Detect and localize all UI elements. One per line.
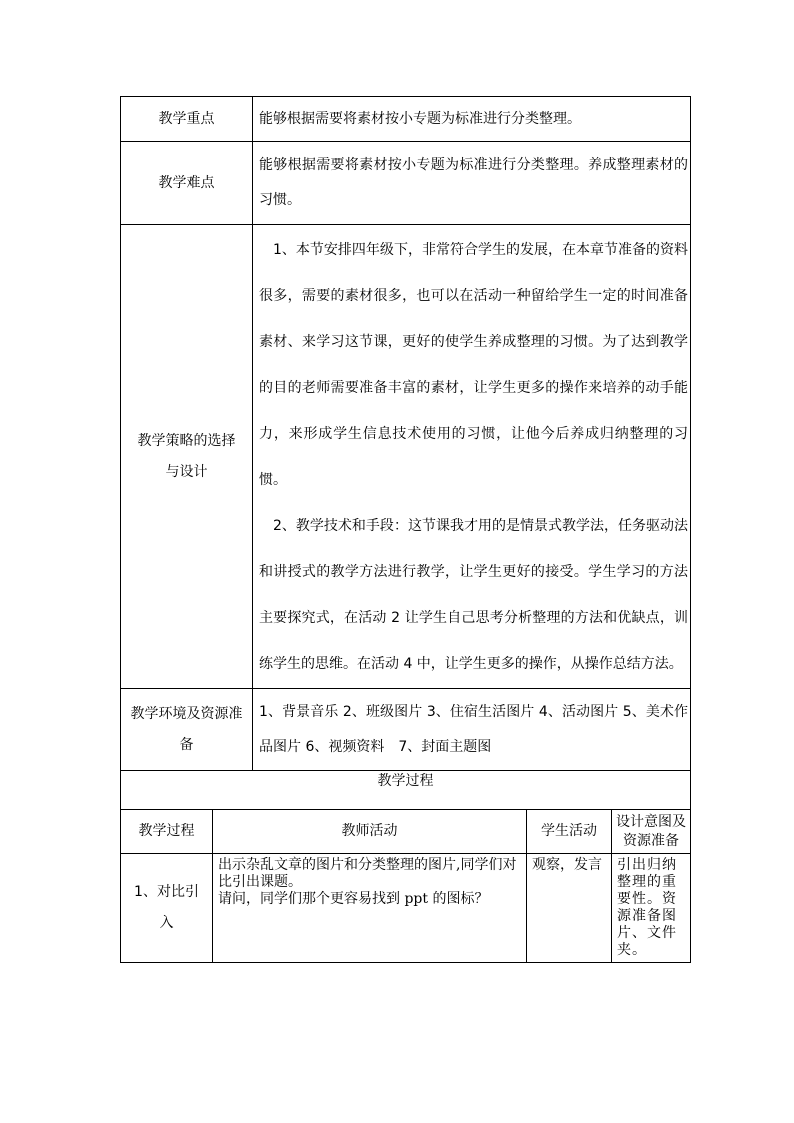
strategy-paragraph-1: 1、本节安排四年级下，非常符合学生的发展，在本章节准备的资料很多，需要的素材很多，也可以在活动一种留给学生一定的时间准备素材、来学习这节课，更好的使学生养成整理的习惯。为了达到教学的目的老师需要准备丰富的素材，让学生更多的操作来培养的动手能力，来形成学生信息技术使用的习惯，让他今后养成归纳整理的习惯。 bbox=[259, 241, 689, 488]
process-step-1: 1、对比引入 bbox=[121, 854, 213, 963]
process-title: 教学过程 bbox=[121, 771, 691, 810]
label-strategy-text: 教学策略的选择与设计 bbox=[137, 432, 236, 480]
content-difficulty: 能够根据需要将素材按小专题为标准进行分类整理。养成整理素材的习惯。 bbox=[253, 142, 691, 225]
content-key-point: 能够根据需要将素材按小专题为标准进行分类整理。 bbox=[253, 97, 691, 142]
teacher-line-2: 请问，同学们那个更容易找到 ppt 的图标？ bbox=[218, 891, 489, 907]
row-process-header bbox=[121, 810, 691, 854]
row-key-point bbox=[121, 97, 691, 142]
process-design-1: 引出归纳整理的重要性。资源准备图片、文件夹。 bbox=[612, 854, 691, 963]
row-difficulty bbox=[121, 142, 691, 225]
label-difficulty: 教学难点 bbox=[121, 142, 253, 225]
label-strategy bbox=[121, 225, 253, 689]
header-step: 教学过程 bbox=[121, 810, 213, 854]
teacher-line-1: 出示杂乱文章的图片和分类整理的图片,同学们对比引出课题。 bbox=[218, 857, 517, 890]
lesson-plan-table bbox=[120, 96, 691, 963]
row-process-title bbox=[121, 771, 691, 810]
label-key-point: 教学重点 bbox=[121, 97, 253, 142]
row-strategy bbox=[121, 225, 691, 689]
label-resources-text: 教学环境及资源准备 bbox=[130, 705, 243, 753]
header-teacher: 教师活动 bbox=[213, 810, 527, 854]
process-student-1: 观察，发言 bbox=[527, 854, 612, 963]
process-teacher-1 bbox=[213, 854, 527, 963]
label-resources bbox=[121, 689, 253, 771]
process-row-1 bbox=[121, 854, 691, 963]
header-design: 设计意图及资源准备 bbox=[612, 810, 691, 854]
strategy-paragraph-2: 2、教学技术和手段：这节课我才用的是情景式教学法，任务驱动法和讲授式的教学方法进行教学，让学生更好的接受。学生学习的方法主要探究式，在活动 2 让学生自己思考分析整理的方法和优缺点，训练学生的思维。在活动 4 中，让学生更多的操作，从操作总结方法。 bbox=[259, 517, 689, 672]
row-resources bbox=[121, 689, 691, 771]
content-strategy bbox=[253, 225, 691, 689]
content-resources: 1、背景音乐 2、班级图片 3、住宿生活图片 4、活动图片 5、美术作品图片 6、视频资料 7、封面主题图 bbox=[253, 689, 691, 771]
header-student: 学生活动 bbox=[527, 810, 612, 854]
